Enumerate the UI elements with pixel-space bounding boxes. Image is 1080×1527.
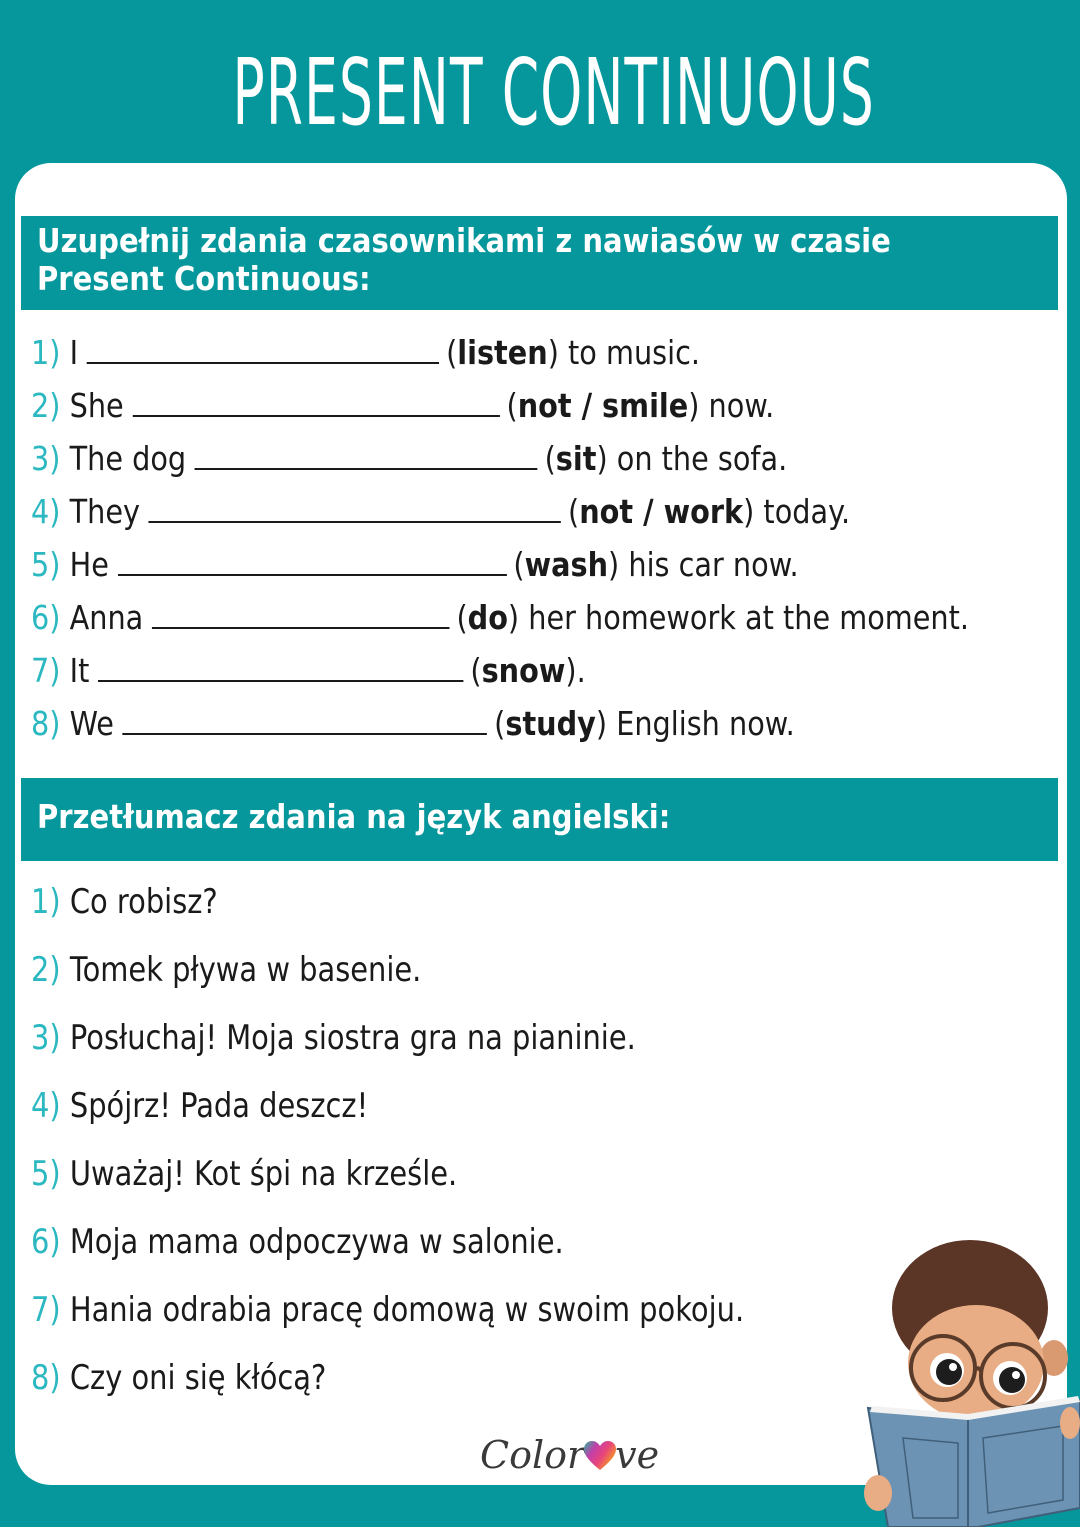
item-text: Moja mama odpoczywa w salonie. (69, 1222, 564, 1262)
item-rest: on the sofa. (607, 439, 788, 478)
item-rest: to music. (558, 333, 700, 372)
paren-close: ) (595, 704, 608, 743)
item-verb: sit (555, 439, 597, 478)
item-text: Spójrz! Pada deszcz! (69, 1086, 369, 1126)
logo-text-end: ve (615, 1433, 660, 1477)
item-subject: Anna (69, 598, 144, 637)
item-number: 4) (31, 1086, 61, 1126)
exercise1-item (31, 593, 1080, 646)
paren-close: ) (596, 439, 608, 478)
paren-close: ) (688, 386, 700, 425)
item-number: 6) (31, 598, 61, 637)
answer-blank[interactable] (118, 544, 507, 576)
paren-close: ) (565, 651, 577, 690)
answer-blank[interactable] (152, 597, 450, 629)
item-number: 5) (31, 545, 61, 584)
exercise1-item (31, 381, 1080, 434)
item-number: 8) (31, 704, 61, 743)
exercise2-list (31, 878, 870, 1422)
heart-icon (583, 1434, 617, 1484)
exercise1-item (31, 646, 1080, 699)
item-number: 1) (31, 333, 61, 372)
item-subject: He (69, 545, 109, 584)
item-number: 3) (31, 439, 61, 478)
paren-close: ) (507, 598, 520, 637)
item-rest: his car now. (619, 545, 799, 584)
item-text: Hania odrabia pracę domową w swoim pokoju. (69, 1290, 745, 1330)
exercise2-instruction: Przetłumacz zdania na język angielski: (37, 797, 671, 836)
paren-close: ) (743, 492, 755, 531)
paren-open: ( (456, 598, 468, 637)
exercise1-item (31, 434, 1080, 487)
exercise1-item (31, 328, 1080, 381)
colorlove-logo (480, 1430, 659, 1484)
item-rest: English now. (607, 704, 795, 743)
item-text: Czy oni się kłócą? (69, 1358, 327, 1398)
item-verb: wash (524, 545, 609, 584)
paren-open: ( (544, 439, 556, 478)
item-rest: . (576, 651, 586, 690)
paren-open: ( (494, 704, 506, 743)
exercise2-item (31, 1082, 870, 1150)
item-verb: not / smile (517, 386, 689, 425)
item-number: 6) (31, 1222, 61, 1262)
item-verb: do (467, 598, 508, 637)
answer-blank[interactable] (132, 385, 499, 417)
exercise1-instruction-band (21, 216, 1058, 310)
exercise2-item (31, 1354, 870, 1422)
item-verb: not / work (579, 492, 744, 531)
item-text: Uważaj! Kot śpi na krześle. (69, 1154, 458, 1194)
paren-open: ( (446, 333, 458, 372)
exercise1-item (31, 487, 1080, 540)
item-subject: She (69, 386, 124, 425)
exercise2-instruction-band (21, 778, 1058, 861)
item-verb: listen (457, 333, 548, 372)
exercise1-list (31, 328, 1080, 752)
exercise2-item (31, 1150, 870, 1218)
item-rest: her homework at the moment. (519, 598, 969, 637)
paren-close: ) (608, 545, 620, 584)
item-rest: today. (754, 492, 851, 531)
item-text: Posłuchaj! Moja siostra gra na pianinie. (69, 1018, 636, 1058)
item-subject: They (69, 492, 140, 531)
exercise1-item (31, 699, 1080, 752)
paren-open: ( (513, 545, 525, 584)
item-number: 5) (31, 1154, 61, 1194)
item-text: Tomek pływa w basenie. (69, 950, 422, 990)
item-verb: study (505, 704, 596, 743)
exercise2-item (31, 878, 870, 946)
item-number: 4) (31, 492, 61, 531)
item-rest: now. (699, 386, 775, 425)
exercise1-instruction-line2: Present Continuous: (37, 259, 371, 298)
item-subject: It (69, 651, 90, 690)
answer-blank[interactable] (195, 438, 538, 470)
answer-blank[interactable] (123, 703, 488, 735)
paren-close: ) (547, 333, 559, 372)
exercise2-item (31, 1014, 870, 1082)
item-verb: snow (481, 651, 566, 690)
item-number: 2) (31, 386, 61, 425)
exercise2-item (31, 1286, 870, 1354)
answer-blank[interactable] (98, 650, 463, 682)
paren-open: ( (568, 492, 580, 531)
item-number: 1) (31, 882, 61, 922)
paren-open: ( (470, 651, 482, 690)
item-subject: The dog (69, 439, 187, 478)
item-number: 7) (31, 651, 61, 690)
item-subject: We (69, 704, 114, 743)
item-number: 7) (31, 1290, 61, 1330)
paren-open: ( (506, 386, 518, 425)
item-subject: I (69, 333, 79, 372)
answer-blank[interactable] (87, 332, 439, 364)
logo-text-start: Color (480, 1433, 586, 1477)
exercise2-item (31, 946, 870, 1014)
exercise1-item (31, 540, 1080, 593)
item-number: 3) (31, 1018, 61, 1058)
exercise2-item (31, 1218, 870, 1286)
item-number: 2) (31, 950, 61, 990)
page-title: PRESENT CONTINUOUS (232, 39, 875, 146)
item-text: Co robisz? (69, 882, 218, 922)
item-number: 8) (31, 1358, 61, 1398)
answer-blank[interactable] (149, 491, 561, 523)
exercise1-instruction-line1: Uzupełnij zdania czasownikami z nawiasów w czasie (37, 221, 891, 260)
boy-reading-book-illustration (858, 1238, 1080, 1527)
